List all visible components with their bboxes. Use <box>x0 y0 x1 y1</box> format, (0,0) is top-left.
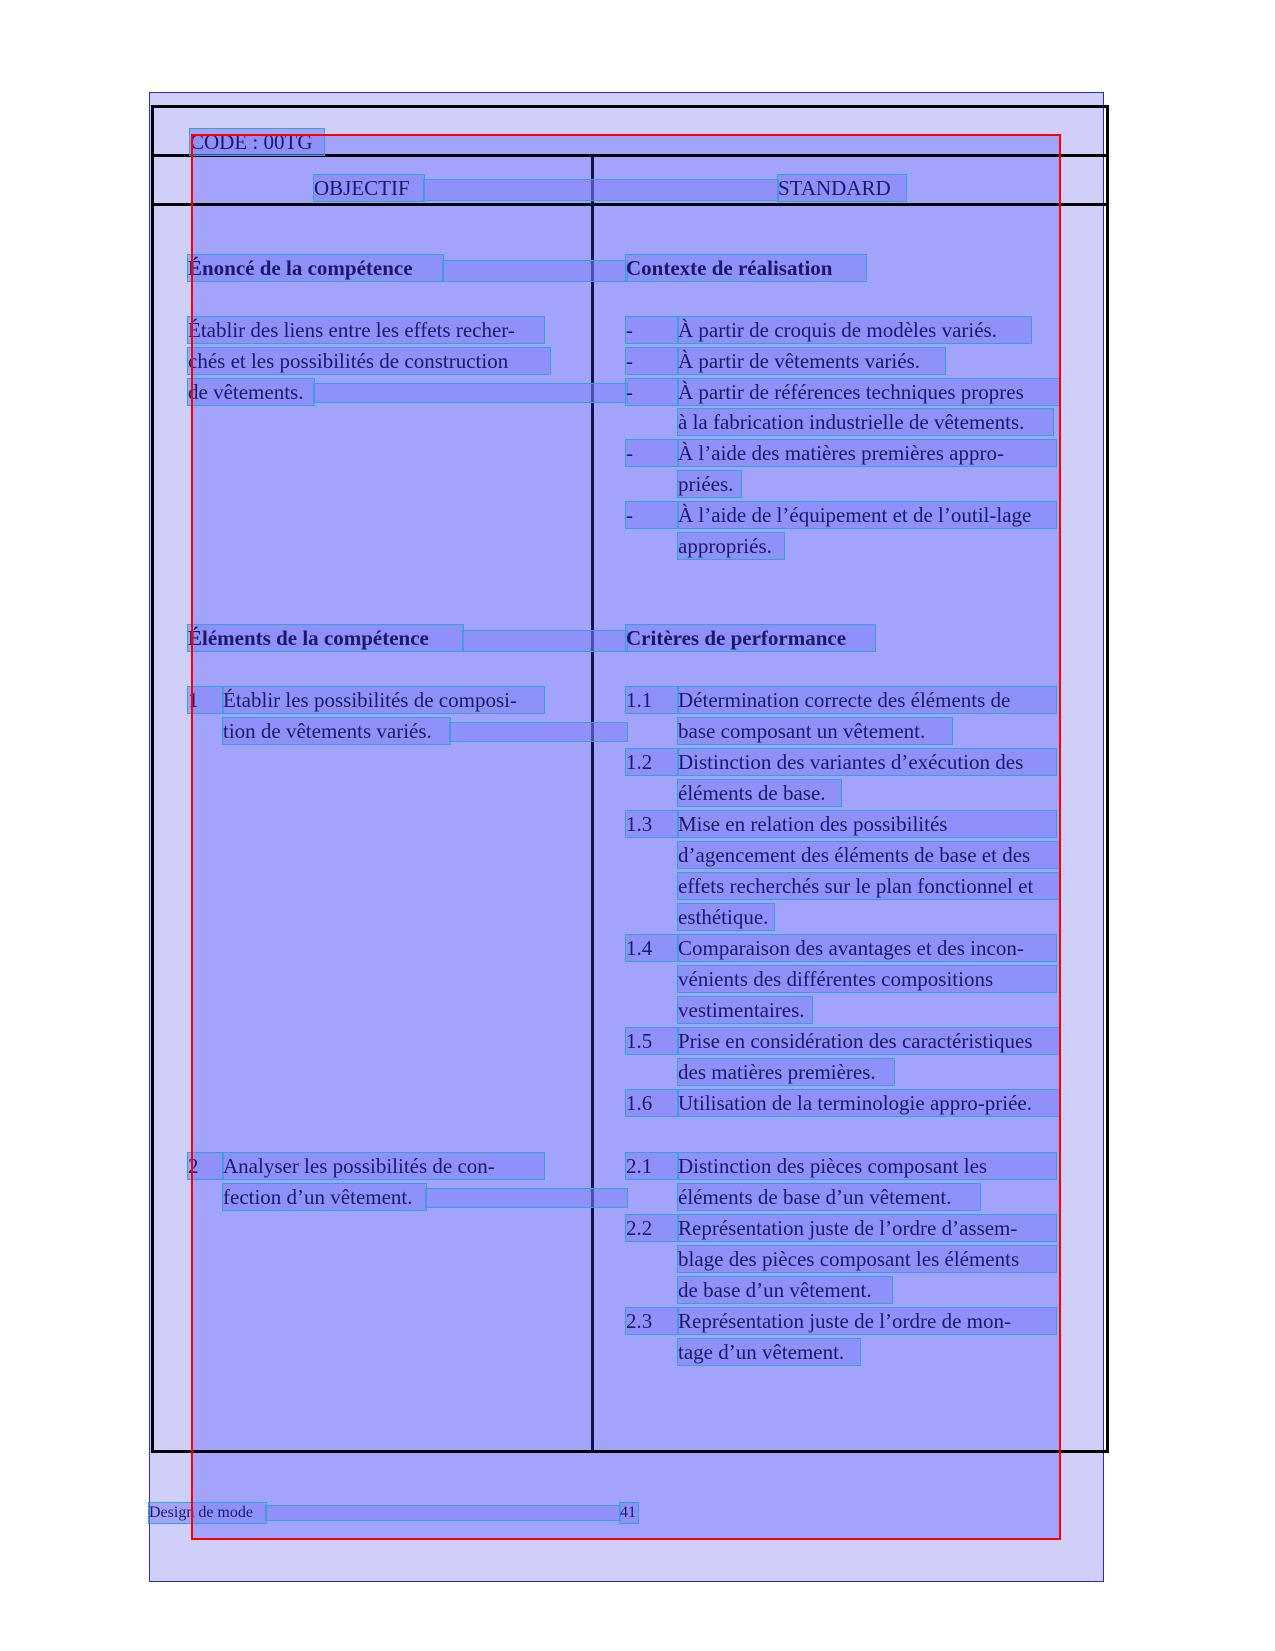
contexte-bullet: - <box>626 502 678 528</box>
critere-line: Représentation juste de l’ordre d’assem- <box>678 1215 1056 1241</box>
table-top-border <box>151 105 1109 108</box>
critere-line: blage des pièces composant les éléments <box>678 1246 1056 1272</box>
contexte-heading: Contexte de réalisation <box>626 255 866 281</box>
critere-line: Distinction des pièces composant les <box>678 1153 1056 1179</box>
critere-line: esthétique. <box>678 904 774 930</box>
enonce-line: chés et les possibilités de construction <box>188 348 550 374</box>
critere-line: d’agencement des éléments de base et des <box>678 842 1059 868</box>
critere-line: Représentation juste de l’ordre de mon- <box>678 1308 1056 1334</box>
elements-heading: Éléments de la compétence <box>188 625 463 651</box>
page-number: 41 <box>620 1504 636 1521</box>
critere-line: vestimentaires. <box>678 997 812 1023</box>
table-left-border <box>151 105 154 1453</box>
critere-line: Mise en relation des possibilités <box>678 811 1056 837</box>
critere-number: 1.2 <box>626 749 678 775</box>
critere-number: 1.1 <box>626 687 678 713</box>
critere-line: de base d’un vêtement. <box>678 1277 892 1303</box>
critere-line: Distinction des variantes d’exécution des <box>678 749 1056 775</box>
critere-line: base composant un vêtement. <box>678 718 952 744</box>
critere-line: éléments de base d’un vêtement. <box>678 1184 980 1210</box>
contexte-line: priées. <box>678 471 741 497</box>
criteres-heading: Critères de performance <box>626 625 875 651</box>
element-line: Établir les possibilités de composi- <box>223 687 544 713</box>
contexte-line: à la fabrication industrielle de vêtements. <box>678 409 1053 435</box>
enonce-line: Établir des liens entre les effets recher- <box>188 317 544 343</box>
critere-number: 2.1 <box>626 1153 678 1179</box>
critere-line: Comparaison des avantages et des incon- <box>678 935 1056 961</box>
critere-number: 1.3 <box>626 811 678 837</box>
critere-line: des matières premières. <box>678 1059 894 1085</box>
column-header-standard: STANDARD <box>778 175 906 201</box>
element-number: 1 <box>188 687 223 713</box>
critere-number: 1.5 <box>626 1028 678 1054</box>
code-label: CODE : 00TG <box>190 129 324 155</box>
element-number: 2 <box>188 1153 223 1179</box>
contexte-line: À partir de vêtements variés. <box>678 348 945 374</box>
contexte-bullet: - <box>626 440 678 466</box>
critere-number: 2.2 <box>626 1215 678 1241</box>
critere-number: 1.6 <box>626 1090 678 1116</box>
element-line: Analyser les possibilités de con- <box>223 1153 544 1179</box>
critere-line: tage d’un vêtement. <box>678 1339 860 1365</box>
critere-number: 1.4 <box>626 935 678 961</box>
enonce-line: de vêtements. <box>188 379 314 405</box>
contexte-line: À partir de croquis de modèles variés. <box>678 317 1031 343</box>
contexte-bullet: - <box>626 317 678 343</box>
layout-frame <box>191 134 1061 1540</box>
critere-number: 2.3 <box>626 1308 678 1334</box>
contexte-line: À l’aide de l’équipement et de l’outil-lage <box>678 502 1056 528</box>
critere-line: Prise en considération des caractéristiques <box>678 1028 1059 1054</box>
element-line: tion de vêtements variés. <box>223 718 450 744</box>
column-header-objectif: OBJECTIF <box>314 175 424 201</box>
critere-line: éléments de base. <box>678 780 841 806</box>
footer-title: Design de mode <box>149 1503 266 1523</box>
contexte-bullet: - <box>626 379 678 405</box>
critere-line: vénients des différentes compositions <box>678 966 1056 992</box>
contexte-line: À l’aide des matières premières appro- <box>678 440 1056 466</box>
critere-line: Utilisation de la terminologie appro-priée. <box>678 1090 1059 1116</box>
contexte-bullet: - <box>626 348 678 374</box>
critere-line: effets recherchés sur le plan fonctionnel et <box>678 873 1059 899</box>
critere-line: Détermination correcte des éléments de <box>678 687 1056 713</box>
enonce-heading: Énoncé de la compétence <box>188 255 443 281</box>
contexte-line: À partir de références techniques propres <box>678 379 1059 405</box>
contexte-line: appropriés. <box>678 533 784 559</box>
table-right-border <box>1106 105 1109 1453</box>
element-line: fection d’un vêtement. <box>223 1184 426 1210</box>
